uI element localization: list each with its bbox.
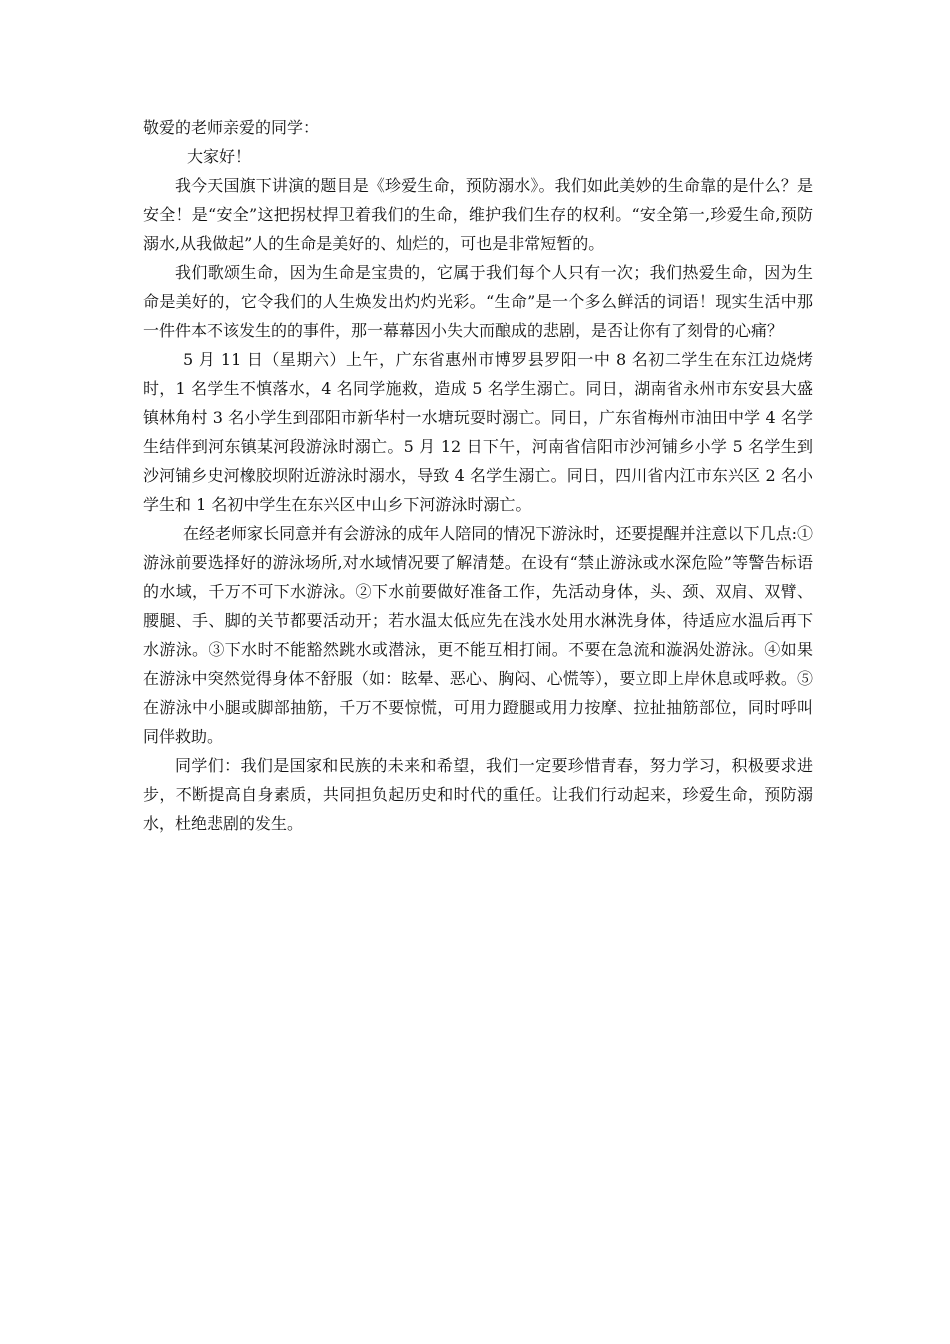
paragraph-life: 我们歌颂生命，因为生命是宝贵的，它属于我们每个人只有一次；我们热爱生命，因为生命是美好的，它令我们的人生焕发出灼灼光彩。“生命”是一个多么鲜活的词语！现实生活中那一件件本不该发生的的事件，那一幕幕因小失大而酿成的悲剧，是否让你有了刻骨的心痛？ — [143, 263, 813, 340]
paragraph-closing: 同学们：我们是国家和民族的未来和希望，我们一定要珍惜青春，努力学习，积极要求进步，不断提高自身素质，共同担负起历史和时代的重任。让我们行动起来，珍爱生命，预防溺水，杜绝悲剧的发生。 — [143, 756, 813, 833]
salutation: 敬爱的老师亲爱的同学： — [143, 118, 320, 137]
greeting: 大家好！ — [187, 147, 252, 166]
paragraph-topic: 我今天国旗下讲演的题目是《珍爱生命，预防溺水》。我们如此美妙的生命靠的是什么？是安全！是“安全”这把拐杖捍卫着我们的生命，维护我们生存的权利。“安全第一,珍爱生命,预防溺水,从我做起”人的生命是美好的、灿烂的，可也是非常短暂的。 — [143, 176, 813, 253]
paragraph-incidents: 5 月 11 日（星期六）上午，广东省惠州市博罗县罗阳一中 8 名初二学生在东江边烧烤时，1 名学生不慎落水，4 名同学施救，造成 5 名学生溺亡。同日，湖南省永州市东安县大盛镇林角村 3 名小学生到邵阳市新华村一水塘玩耍时溺亡。同日，广东省梅州市油田中学 4 名学生结伴到河东镇某河段游泳时溺亡。5 月 12 日下午，河南省信阳市沙河铺乡小学 5 名学生到沙河铺乡史河橡胶坝附近游泳时溺水，导致 4 名学生溺亡。同日，四川省内江市东兴区 2 名小学生和 1 名初中学生在东兴区中山乡下河游泳时溺亡。 — [143, 350, 813, 514]
paragraph-safety-tips: 在经老师家长同意并有会游泳的成年人陪同的情况下游泳时，还要提醒并注意以下几点:①游泳前要选择好的游泳场所,对水域情况要了解清楚。在设有“禁止游泳或水深危险”等警告标语的水域，千万不可下水游泳。②下水前要做好准备工作，先活动身体，头、颈、双肩、双臂、腰腿、手、脚的关节都要活动开；若水温太低应先在浅水处用水淋洗身体，待适应水温后再下水游泳。③下水时不能豁然跳水或潜泳，更不能互相打闹。不要在急流和漩涡处游泳。④如果在游泳中突然觉得身体不舒服（如：眩晕、恶心、胸闷、心慌等），要立即上岸休息或呼救。⑤在游泳中小腿或脚部抽筋，千万不要惊慌，可用力蹬腿或用力按摩、拉扯抽筋部位，同时呼叫同伴救助。 — [143, 524, 813, 746]
speech-body — [143, 113, 813, 838]
